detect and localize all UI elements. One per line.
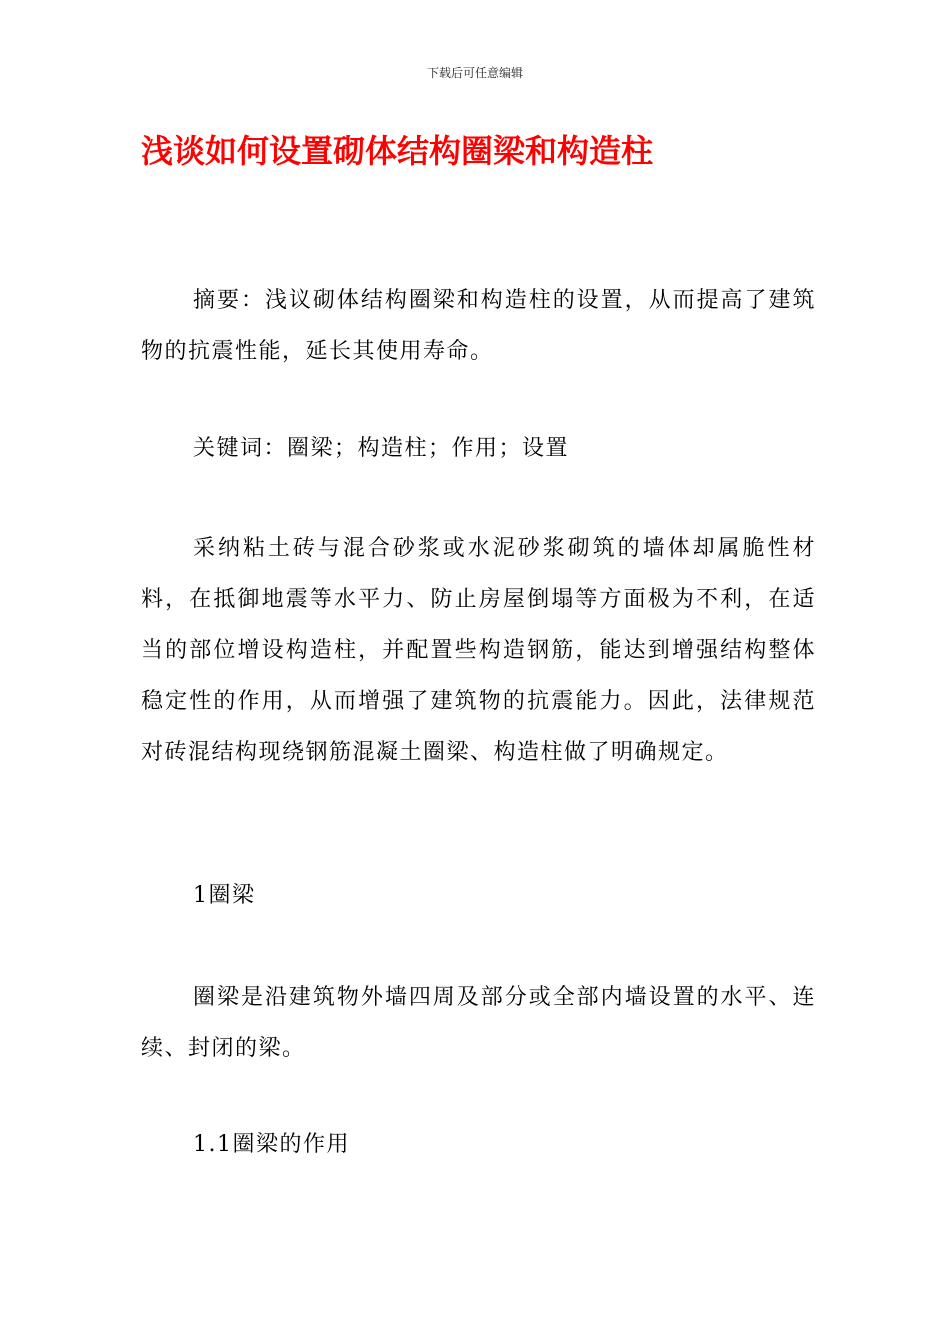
section-1-paragraph: 圈梁是沿建筑物外墙四周及部分或全部内墙设置的水平、连续、封闭的梁。 bbox=[141, 985, 816, 1061]
section-1-1-heading: 1.1圈梁的作用 bbox=[193, 1132, 350, 1157]
header-note: 下载后可任意编辑 bbox=[426, 66, 523, 80]
abstract-paragraph: 摘要：浅议砌体结构圈梁和构造柱的设置，从而提高了建筑物的抗震性能，延长其使用寿命。 bbox=[141, 288, 816, 364]
intro-paragraph: 采纳粘土砖与混合砂浆或水泥砂浆砌筑的墙体却属脆性材料，在抵御地震等水平力、防止房屋倒塌等方面极为不利，在适当的部位增设构造柱，并配置些构造钢筋，能达到增强结构整体稳定性的作用，从而增强了建筑物的抗震能力。因此，法律规范对砖混结构现绕钢筋混凝土圈梁、构造柱做了明确规定。 bbox=[141, 536, 816, 765]
keywords-paragraph: 关键词：圈梁；构造柱；作用；设置 bbox=[193, 436, 570, 461]
document-title: 浅谈如何设置砌体结构圈梁和构造柱 bbox=[141, 132, 654, 170]
section-1-heading: 1圈梁 bbox=[193, 883, 256, 908]
